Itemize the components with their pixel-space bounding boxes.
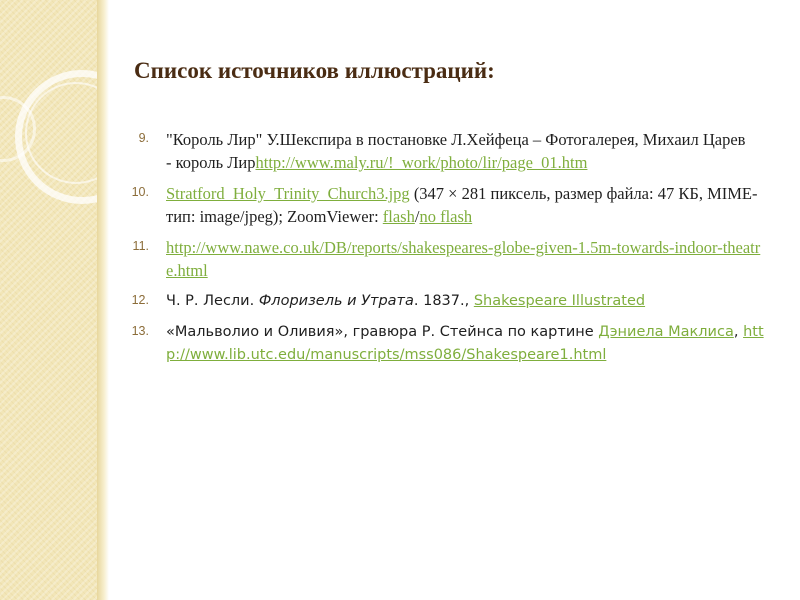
no-flash-link[interactable]: no flash (419, 207, 473, 226)
item-text: , (733, 324, 744, 340)
list-item (120, 236, 770, 282)
item-number: 9. (138, 131, 149, 145)
sidebar-edge (97, 0, 109, 600)
item-number: 11. (132, 239, 149, 253)
item-body (166, 236, 770, 282)
work-title: Флоризель и Утрата (258, 293, 414, 309)
painter-link[interactable]: Дэниела Маклиса (598, 324, 734, 340)
item-text: - король Лир (166, 153, 256, 172)
item-text: (347 × 281 пиксель, размер файла: 47 КБ, MIME-тип: image/jpeg); ZoomViewer: (166, 184, 758, 226)
source-link[interactable]: http://www.maly.ru/!_work/photo/lir/page_01.htm (255, 153, 588, 172)
item-body (166, 128, 770, 174)
list-item (120, 321, 770, 367)
sources-list (120, 128, 770, 375)
item-text: "Король Лир" У.Шекспира в постановке Л.Хейфеца – Фотогалерея, Михаил Царев (166, 130, 746, 149)
source-link[interactable]: Shakespeare Illustrated (473, 293, 646, 309)
slide-title: Список источников иллюстраций: (134, 58, 495, 83)
decorative-sidebar (0, 0, 97, 600)
list-item (120, 290, 770, 313)
source-link[interactable]: http://www.nawe.co.uk/DB/reports/shakespeares-globe-given-1.5m-towards-indoor-theatre.html (166, 238, 761, 280)
item-body (166, 321, 770, 367)
item-body (166, 182, 770, 228)
item-text: «Мальволио и Оливия», гравюра Р. Стейнса по картине (166, 324, 599, 340)
item-number: 13. (131, 324, 149, 338)
item-body (166, 290, 770, 313)
list-item (120, 128, 770, 174)
separator: / (414, 207, 420, 226)
file-link[interactable]: Stratford_Holy_Trinity_Church3.jpg (166, 184, 410, 203)
list-item (120, 182, 770, 228)
item-number: 12. (131, 293, 149, 307)
item-author: Ч. Р. Лесли. (166, 293, 259, 309)
source-link[interactable]: http://www.lib.utc.edu/manuscripts/mss086/Shakespeare1.html (166, 324, 764, 363)
item-line (166, 151, 770, 174)
item-number: 10. (131, 185, 149, 199)
item-year: . 1837., (413, 293, 474, 309)
flash-link[interactable]: flash (382, 207, 415, 226)
